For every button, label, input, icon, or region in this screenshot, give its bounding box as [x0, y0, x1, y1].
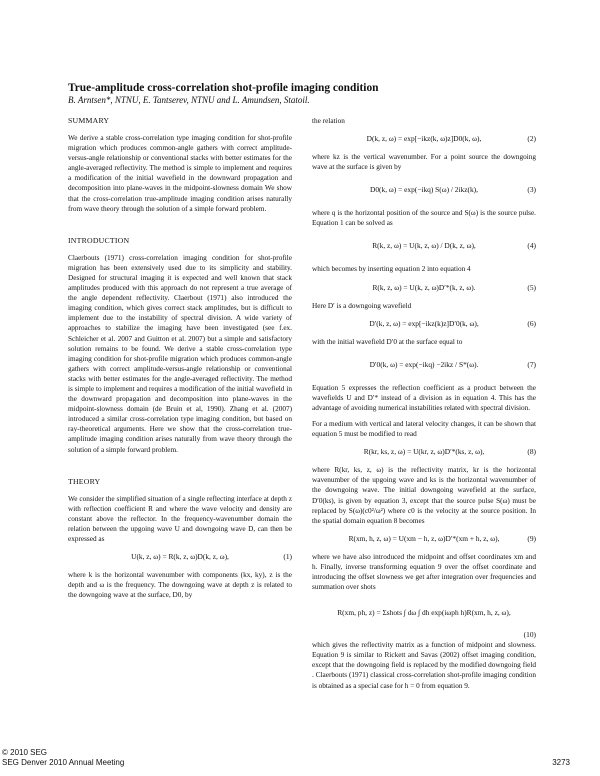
- copyright-footer: © 2010 SEG: [2, 748, 48, 757]
- text-reflectivity-matrix: where R(kr, ks, z, ω) is the reflectivity matrix, kr is the horizontal wavenumber of the upgoing wave and ks is the horizontal wavenumber of the downgoing wave. The initial downgoing wavefield at the surface, D′0(ks), is given by equation 3, except that the source pulse S(ω) must be replaced by S(ω)(c0²/ω²) where c0 is the velocity at the source position. In the spatial domain equation 8 becomes: [312, 466, 536, 525]
- introduction-heading: INTRODUCTION: [68, 235, 130, 245]
- equation-8: [312, 445, 536, 459]
- text-source-position: where q is the horizontal position of the source and S(ω) is the source pulse. Equation 1 can be solved as: [312, 209, 536, 228]
- equation-7-body: D′0(k, ω) = exp(−ikq) −2ikz / S*(ω).: [369, 359, 479, 369]
- theory-heading: THEORY: [68, 476, 101, 486]
- equation-9-number: (9): [527, 533, 536, 543]
- paper-title: True-amplitude cross-correlation shot-profile imaging condition: [68, 82, 379, 94]
- equation-2-number: (2): [527, 134, 536, 144]
- left-column: [68, 116, 292, 600]
- equation-2-body: D(k, z, ω) = exp[−ikz(k, ω)z]D0(k, ω),: [366, 134, 482, 144]
- equation-1: [68, 550, 292, 564]
- equation-5-number: (5): [527, 282, 536, 292]
- equation-10: [312, 598, 536, 640]
- author-line: B. Arntsen*, NTNU, E. Tantserev, NTNU and L. Amundsen, Statoil.: [68, 95, 310, 105]
- equation-8-number: (8): [527, 447, 536, 457]
- text-midpoint: where we have also introduced the midpoint and offset coordinates xm and h. Finally, inverse transforming equation 9 over the offset coordinate and introducing the offset slowness we get after integration over frequencies and summation over shots: [312, 552, 536, 592]
- meeting-footer: SEG Denver 2010 Annual Meeting: [2, 758, 125, 767]
- equation-7-number: (7): [527, 359, 536, 369]
- text-downgoing: Here D′ is a downgoing wavefield: [312, 301, 412, 310]
- equation-3: [312, 178, 536, 202]
- summary-text: We derive a stable cross-correlation type imaging condition for shot-profile migration which produces common-angle gathers with correct amplitude-versus-angle relationship or conventional stacks with better estimates for the angle-averaged reflectivity. The method is simple to implement and requires a modification of the initial wavefield in the downward propagation and decomposition into plane-waves in the midpoint-slowness domain We show that the cross-correlation true-amplitude imaging condition arises naturally from wave theory through the solution of a simple forward problem.: [68, 134, 292, 213]
- equation-4-number: (4): [527, 241, 536, 251]
- equation-3-body: D0(k, ω) = exp(−ikq) S(ω) / 2ikz(k),: [370, 185, 478, 195]
- theory-text-1: We consider the simplified situation of a single reflecting interface at depth z with reflection coefficient R and where the wave velocity and density are constant above the reflector. In the frequency-wavenumber domain the relation between the upgoing wave U and downgoing wave D, can then be expressed as: [68, 494, 292, 543]
- equation-6-number: (6): [527, 318, 536, 328]
- theory-text-2: where k is the horizontal wavenumber with components (kx, ky), z is the depth and ω is the frequency. The downgoing wave at depth z is related to the downgoing wave at the surface, D0, by: [68, 571, 292, 600]
- equation-9: [312, 532, 536, 546]
- equation-10-body: R(xm, ph, z) = Σshots ∫ dω ∫ dh exp(iωph h)R(xm, h, z, ω),: [337, 608, 511, 618]
- equation-2: [312, 132, 536, 146]
- equation-3-number: (3): [527, 185, 536, 195]
- summary-heading: SUMMARY: [68, 116, 110, 125]
- text-equation-5: Equation 5 expresses the reflection coefficient as a product between the wavefields U and D′* instead of a division as in equation 4. This has the advantage of avoiding numerical instabilities related with spectral division.: [312, 383, 536, 412]
- introduction-text: Claerbouts (1971) cross-correlation imaging condition for shot-profile migration has been extensively used due to its simplicity and stability. Designed for structural imaging it is expected and well known that stack amplitudes produced with this approach do not represent a true average of the angle dependent reflectivity. Claerbout (1971) also introduced the imaging condition, which gives correct stack amplitudes, but is difficult to implement due to the instability of spectral division. A wide variety of approaches to stabilize the imaging have been investigated (see f.ex. Schleicher et al. 2007 and Guitton et al. 2007) but a simple and satisfactory solution remains to be found. We derive a stable cross-correlation type imaging condition for shot-profile migration which produces common-angle gathers with correct amplitude-versus-angle relationship or conventional stacks with better estimates for the angle-averaged reflectivity. The method is simple to implement and requires a modification of the initial wavefield in the downward propagation and decomposition into plane-waves in the midpoint-slowness domain (de Bruin et al, 1990). Zhang et al. (2007) introduced a similar cross-correlation type imaging condition, but based on ray-theoretical arguments. Here we show that the cross-correlation true-amplitude imaging condition arises naturally from wave theory through the solution of a simple forward problem.: [68, 253, 292, 454]
- right-column: [312, 116, 536, 691]
- equation-1-number: (1): [283, 552, 292, 562]
- equation-9-body: R(xm, h, z, ω) = U(xm − h, z, ω)D′*(xm + h, z, ω),: [348, 533, 500, 543]
- equation-6: [312, 317, 536, 331]
- relation-lead: the relation: [312, 117, 345, 125]
- text-vertical-wavenumber: where kz is the vertical wavenumber. For a point source the downgoing wave at the surface is given by: [312, 153, 536, 172]
- equation-5: [312, 281, 536, 295]
- equation-10-number: (10): [523, 630, 536, 640]
- text-conclusion: which gives the reflectivity matrix as a function of midpoint and slowness. Equation 9 is similar to Rickett and Savas (2002) offset imaging condition, except that the downgoing field is replaced by the modified downgoing field . Claerbouts (1971) classical cross-correlation shot-profile imaging condition is obtained as a special case for h = 0 from equation 9.: [312, 641, 536, 690]
- equation-4: [312, 234, 536, 258]
- page-number: 3273: [552, 758, 570, 767]
- equation-1-body: U(k, z, ω) = R(k, z, ω)D(k, z, ω),: [131, 552, 229, 562]
- text-inserting: which becomes by inserting equation 2 into equation 4: [312, 265, 471, 274]
- equation-4-body: R(k, z, ω) = U(k, z, ω) / D(k, z, ω),: [372, 241, 476, 251]
- equation-7: [312, 353, 536, 377]
- equation-6-body: D′(k, z, ω) = exp[−ikz(k)z]D′0(k, ω),: [369, 318, 479, 328]
- equation-5-body: R(k, z, ω) = U(k, z, ω)D′*(k, z, ω).: [372, 282, 476, 292]
- text-initial-wavefield: with the initial wavefield D′0 at the surface equal to: [312, 337, 463, 346]
- equation-8-body: R(kr, ks, z, ω) = U(kr, z, ω)D′*(ks, z, ω),: [363, 447, 485, 457]
- text-medium: For a medium with vertical and lateral velocity changes, it can be shown that equation 5 must be modified to read: [312, 420, 536, 439]
